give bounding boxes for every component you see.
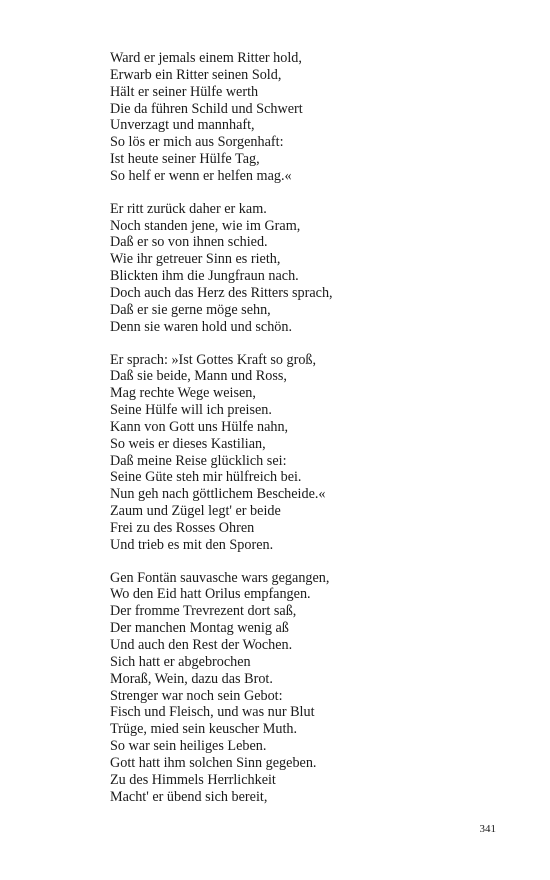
verse-line: Macht' er übend sich bereit, [110, 788, 268, 805]
verse-line: Die da führen Schild und Schwert [110, 100, 303, 117]
verse-line: Der fromme Trevrezent dort saß, [110, 603, 297, 620]
verse-line: Zu des Himmels Herrlichkeit [110, 771, 276, 788]
verse-line: Ist heute seiner Hülfe Tag, [110, 151, 260, 168]
verse-line: Der manchen Montag wenig aß [110, 620, 289, 637]
verse-line: Hält er seiner Hülfe werth [110, 83, 259, 100]
verse-line: Moraß, Wein, dazu das Brot. [110, 670, 273, 687]
verse-line: Wie ihr getreuer Sinn es rieth, [110, 251, 281, 268]
verse-line: Frei zu des Rosses Ohren [110, 519, 255, 536]
verse-line: Er ritt zurück daher er kam. [110, 200, 267, 217]
verse-line: Wo den Eid hatt Orilus empfangen. [110, 586, 311, 603]
verse-line: Seine Güte steh mir hülfreich bei. [110, 469, 302, 486]
verse-line: Und trieb es mit den Sporen. [110, 536, 274, 553]
verse-line: Gen Fontän sauvasche wars gegangen, [110, 569, 330, 586]
verse-line: So helf er wenn er helfen mag.« [110, 167, 292, 184]
stanza-3 [110, 352, 490, 554]
page-number: 341 [479, 823, 496, 835]
verse-line: Denn sie waren hold und schön. [110, 318, 293, 335]
verse-line: Seine Hülfe will ich preisen. [110, 402, 272, 419]
verse-line: Daß er sie gerne möge sehn, [110, 301, 271, 318]
verse-line: Trüge, mied sein keuscher Muth. [110, 721, 298, 738]
verse-line: Und auch den Rest der Wochen. [110, 637, 293, 653]
stanza-1 [110, 50, 490, 185]
verse-line: Zaum und Zügel legt' er beide [110, 503, 281, 520]
verse-line: Daß er so von ihnen schied. [110, 234, 268, 251]
stanza-4 [110, 570, 490, 806]
verse-line: Ward er jemals einem Ritter hold, [110, 50, 302, 66]
verse-line: Kann von Gott uns Hülfe nahn, [110, 418, 289, 435]
verse-line: Blickten ihm die Jungfraun nach. [110, 268, 299, 285]
verse-line: Er sprach: »Ist Gottes Kraft so groß, [110, 351, 317, 368]
poem-text [110, 50, 490, 821]
verse-line: Noch standen jene, wie im Gram, [110, 217, 301, 234]
verse-line: Sich hatt er abgebrochen [110, 653, 251, 670]
verse-line: Strenger war noch sein Gebot: [110, 687, 283, 704]
verse-line: So war sein heiliges Leben. [110, 738, 267, 755]
verse-line: Mag rechte Wege weisen, [110, 385, 256, 402]
verse-line: Daß sie beide, Mann und Ross, [110, 368, 287, 385]
verse-line: Gott hatt ihm solchen Sinn gegeben. [110, 754, 317, 771]
verse-line: Unverzagt und mannhaft, [110, 117, 255, 134]
verse-line: Nun geh nach göttlichem Bescheide.« [110, 486, 326, 503]
verse-line: Doch auch das Herz des Ritters sprach, [110, 284, 333, 301]
verse-line: Daß meine Reise glücklich sei: [110, 452, 287, 469]
verse-line: Erwarb ein Ritter seinen Sold, [110, 66, 282, 83]
verse-line: So weis er dieses Kastilian, [110, 435, 266, 452]
stanza-2 [110, 201, 490, 336]
verse-line: So lös er mich aus Sorgenhaft: [110, 134, 284, 151]
verse-line: Fisch und Fleisch, und was nur Blut [110, 704, 315, 721]
